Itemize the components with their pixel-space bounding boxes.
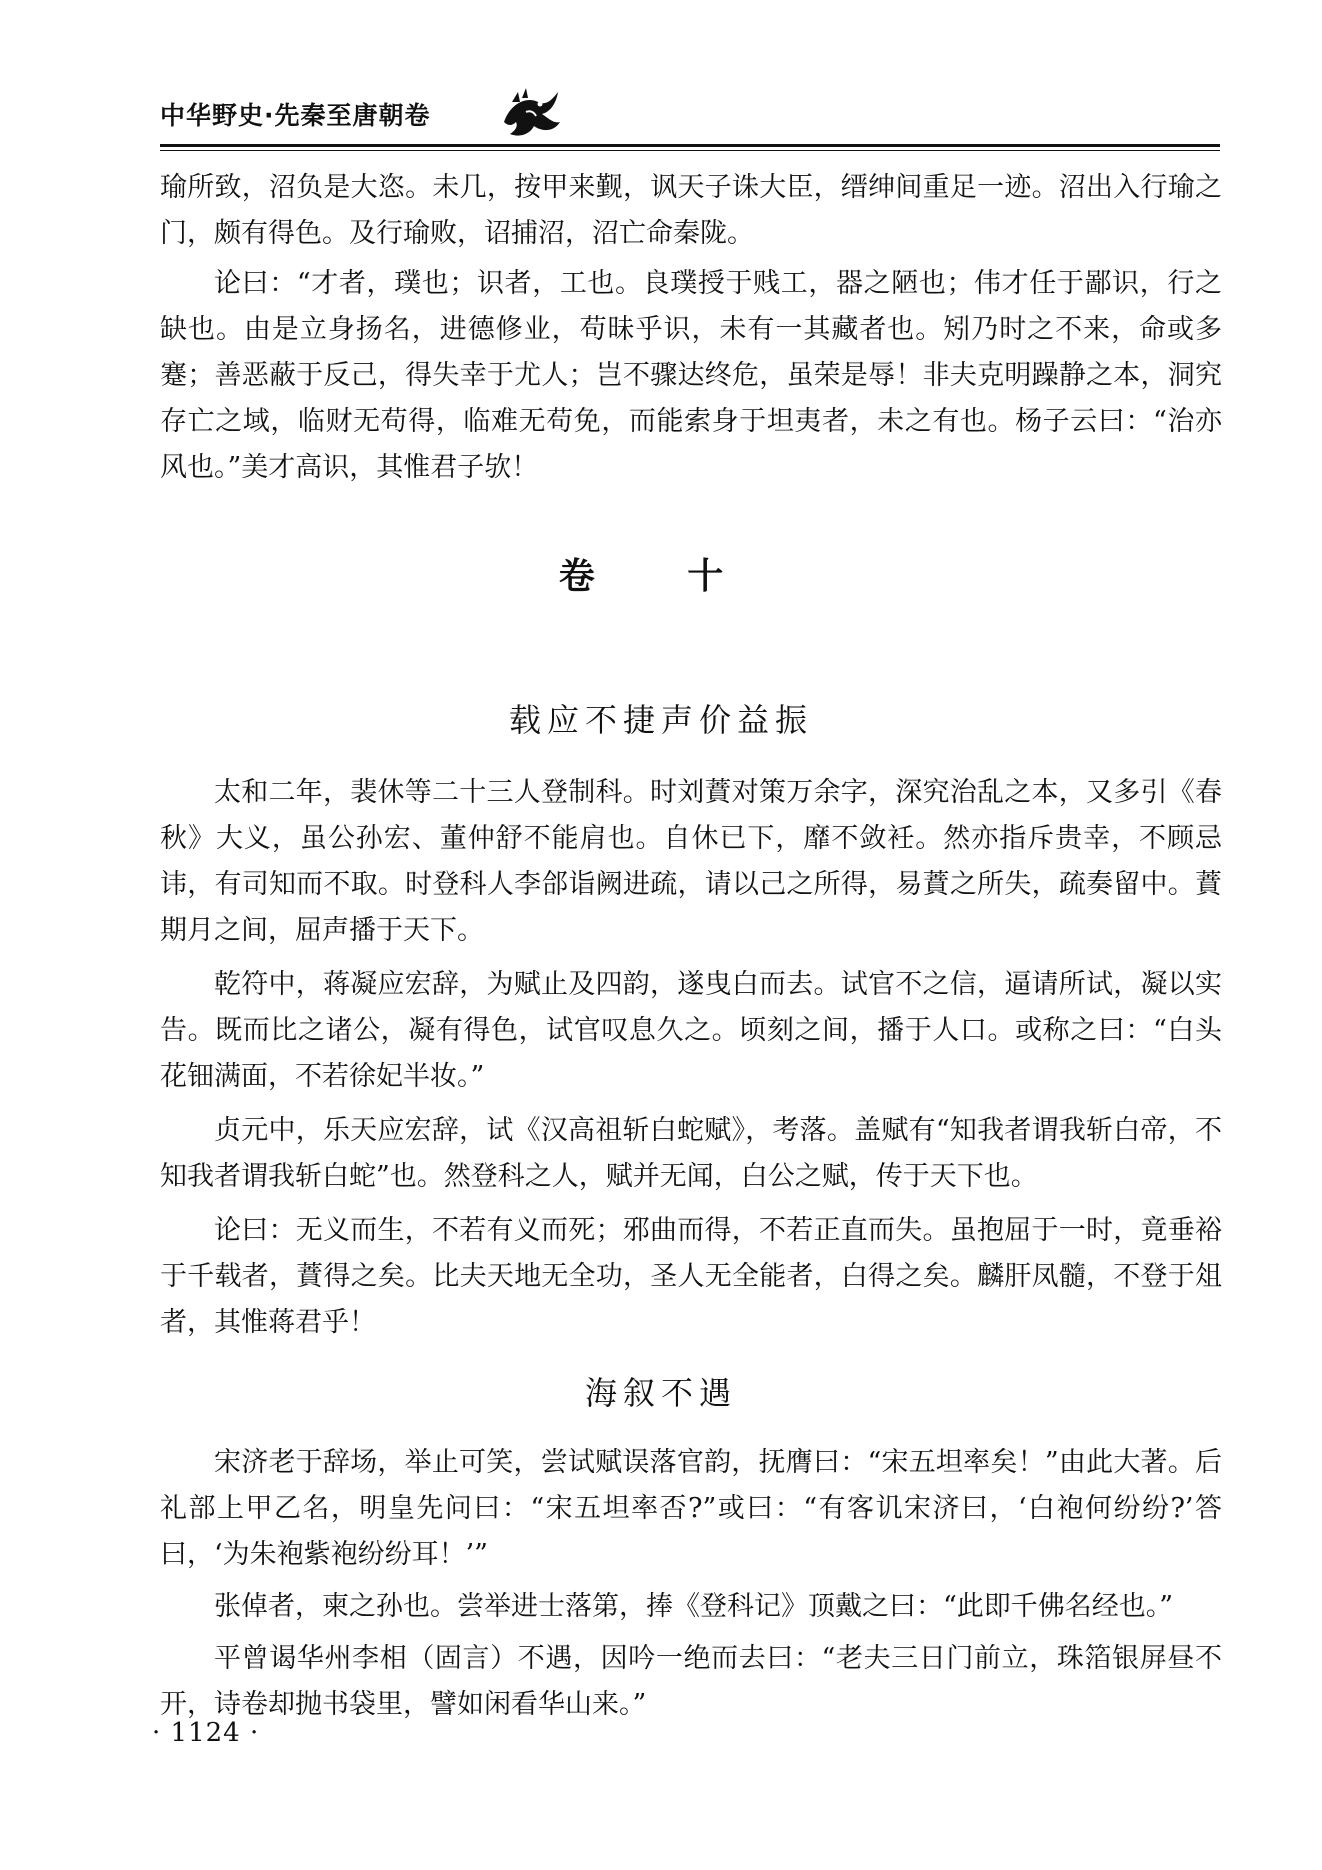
paragraph: 张倬者，柬之孙也。尝举进士落第，捧《登科记》顶戴之曰：“此即千佛名经也。”: [214, 1591, 1174, 1622]
running-header: [160, 92, 1220, 142]
section-title: 海叙不遇: [584, 1374, 737, 1412]
section-title: 载应不捷声价益振: [508, 701, 813, 739]
header-rule-thin: [160, 150, 1220, 151]
section-body: [160, 770, 1222, 1346]
paragraph: 太和二年，裴休等二十三人登制科。时刘蕡对策万余字，深究治乱之本，又多引《春秋》大义，虽公孙宏、董仲舒不能肩也。自休已下，靡不敛衽。然亦指斥贵幸，不顾忌讳，有司知而不取。时登科人李郃诣阙进疏，请以己之所得，易蕡之所失，疏奏留中。蕡期月之间，屈声播于天下。: [160, 777, 1222, 946]
header-title: 中华野史·先秦至唐朝卷: [160, 101, 431, 130]
paragraph: 平曾谒华州李相（固言）不遇，因吟一绝而去曰：“老夫三日门前立，珠箔银屏昼不开，诗卷却抛书袋里，譬如闲看华山来。”: [160, 1643, 1222, 1720]
paragraph: 乾符中，蒋凝应宏辞，为赋止及四韵，遂曳白而去。试官不之信，逼请所试，凝以实告。既而比之诸公，凝有得色，试官叹息久之。顷刻之间，播于人口。或称之曰：“白头花钿满面，不若徐妃半妆。”: [160, 969, 1222, 1092]
paragraph: 论曰：“才者，璞也；识者，工也。良璞授于贱工，器之陋也；伟才任于鄙识，行之缺也。由是立身扬名，进德修业，苟昧乎识，未有一其藏者也。矧乃时之不来，命或多蹇；善恶蔽于反己，得失幸于尤人；岂不骤达终危，虽荣是辱！非夫克明躁静之本，洞究存亡之域，临财无苟得，临难无苟免，而能索身于坦夷者，未之有也。杨子云曰：“治亦风也。”美才高识，其惟君子欤！: [160, 268, 1222, 483]
paragraph: 瑜所致，沼负是大恣。未几，按甲来觐，讽天子诛大臣，缙绅间重足一迹。沼出入行瑜之门，颇有得色。及行瑜败，诏捕沼，沼亡命秦陇。: [160, 172, 1222, 249]
header-rule: [160, 144, 1220, 147]
paragraph: 论曰：无义而生，不若有义而死；邪曲而得，不若正直而失。虽抱屈于一时，竟垂裕于千载者，蕡得之矣。比夫天地无全功，圣人无全能者，白得之矣。麟肝凤髓，不登于俎者，其惟蒋君乎！: [160, 1215, 1222, 1338]
dragon-emblem-icon: [496, 82, 566, 142]
chapter-title: 卷 十: [558, 556, 764, 597]
continued-text-block: [160, 165, 1222, 491]
paragraph: 宋济老于辞场，举止可笑，尝试赋误落官韵，抚膺曰：“宋五坦率矣！”由此大著。后礼部上甲乙名，明皇先问曰：“宋五坦率否?”或曰：“有客讥宋济曰，‘白袍何纷纷?’答曰，‘为朱袍紫袍纷纷耳！’”: [160, 1447, 1222, 1570]
page-number: · 1124 ·: [152, 1718, 260, 1748]
paragraph: 贞元中，乐天应宏辞，试《汉高祖斩白蛇赋》，考落。盖赋有“知我者谓我斩白帝，不知我者谓我斩白蛇”也。然登科之人，赋并无闻，白公之赋，传于天下也。: [160, 1115, 1222, 1192]
section-body: [160, 1440, 1222, 1728]
